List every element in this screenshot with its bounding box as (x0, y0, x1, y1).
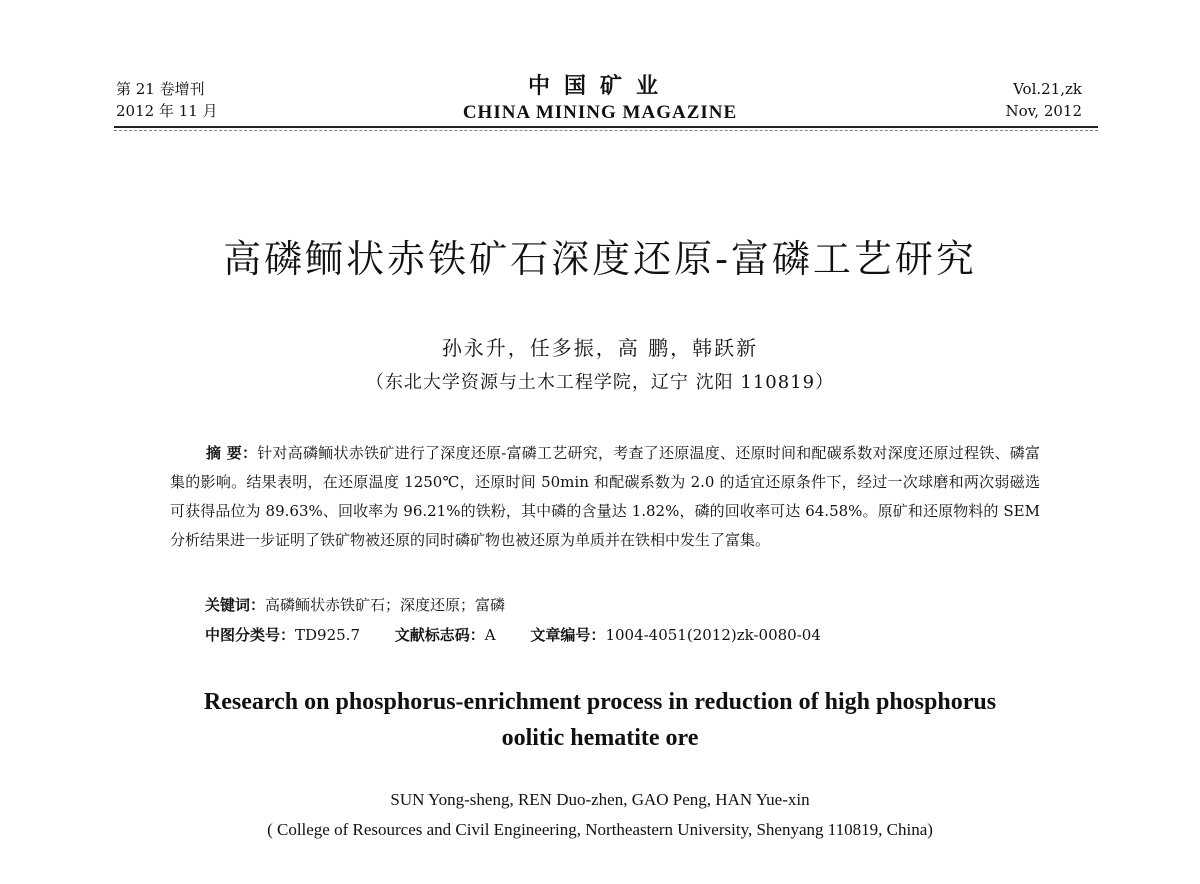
paper-title-en (0, 684, 1200, 756)
header-vol-en: Vol.21,zk (1013, 80, 1082, 98)
clc-label: 中图分类号： (205, 626, 296, 644)
doc-code-item (395, 626, 496, 644)
article-no-label: 文章编号： (530, 626, 606, 644)
doc-code-value: A (484, 626, 496, 644)
header-rule-dashed (114, 130, 1098, 131)
affiliation-cn: （东北大学资源与土木工程学院，辽宁 沈阳 110819） (365, 372, 835, 393)
keywords-cn (205, 593, 505, 617)
journal-name-en: CHINA MINING MAGAZINE (462, 102, 738, 123)
article-no-item (530, 626, 820, 644)
clc-item (205, 626, 360, 644)
keywords-text: 高磷鲕状赤铁矿石；深度还原；富磷 (265, 596, 506, 614)
authors-en: SUN Yong-sheng, REN Duo-zhen, GAO Peng, HAN Yue-xin (390, 790, 810, 809)
header-volume: 第 21 卷增刊 (116, 80, 205, 98)
classification-line (205, 623, 851, 647)
paper-title-cn: 高磷鲕状赤铁矿石深度还原-富磷工艺研究 (223, 237, 977, 281)
article-no-value: 1004-4051(2012)zk-0080-04 (605, 626, 821, 644)
abstract-cn (170, 439, 1040, 555)
abstract-text: 针对高磷鲕状赤铁矿进行了深度还原-富磷工艺研究，考查了还原温度、还原时间和配碳系数对深度还原过程铁、磷富集的影响。结果表明，在还原温度 1250℃，还原时间 50min 和配碳系数为 2.0 的适宜还原条件下，经过一次球磨和两次弱磁选可获得品位为 89.63%、回收率为 96.21%的铁粉，其中磷的含量达 1.82%，磷的回收率可达 64.58%。原矿和还原物料的 SEM 分析结果进一步证明了铁矿物被还原的同时磷矿物也被还原为单质并在铁相中发生了富集。 (170, 444, 1040, 549)
header-date-en: Nov, 2012 (1005, 102, 1082, 120)
keywords-label: 关键词： (205, 596, 266, 614)
abstract-label: 摘 要： (206, 444, 258, 462)
journal-name-cn: 中国矿业 (527, 73, 672, 99)
clc-value: TD925.7 (295, 626, 360, 644)
paper-title-en-line2: oolitic hematite ore (501, 725, 699, 751)
doc-code-label: 文献标志码： (394, 626, 485, 644)
header-rule (114, 126, 1098, 128)
affiliation-en: ( College of Resources and Civil Engineering, Northeastern University, Shenyang 110819, China) (267, 820, 933, 839)
header-issue-info (1005, 78, 1082, 122)
header-date-cn: 2012 年 11 月 (116, 102, 218, 120)
authors-cn: 孙永升，任多振，高 鹏，韩跃新 (441, 336, 759, 360)
paper-title-en-line1: Research on phosphorus-enrichment process in reduction of high phosphorus (203, 689, 997, 715)
